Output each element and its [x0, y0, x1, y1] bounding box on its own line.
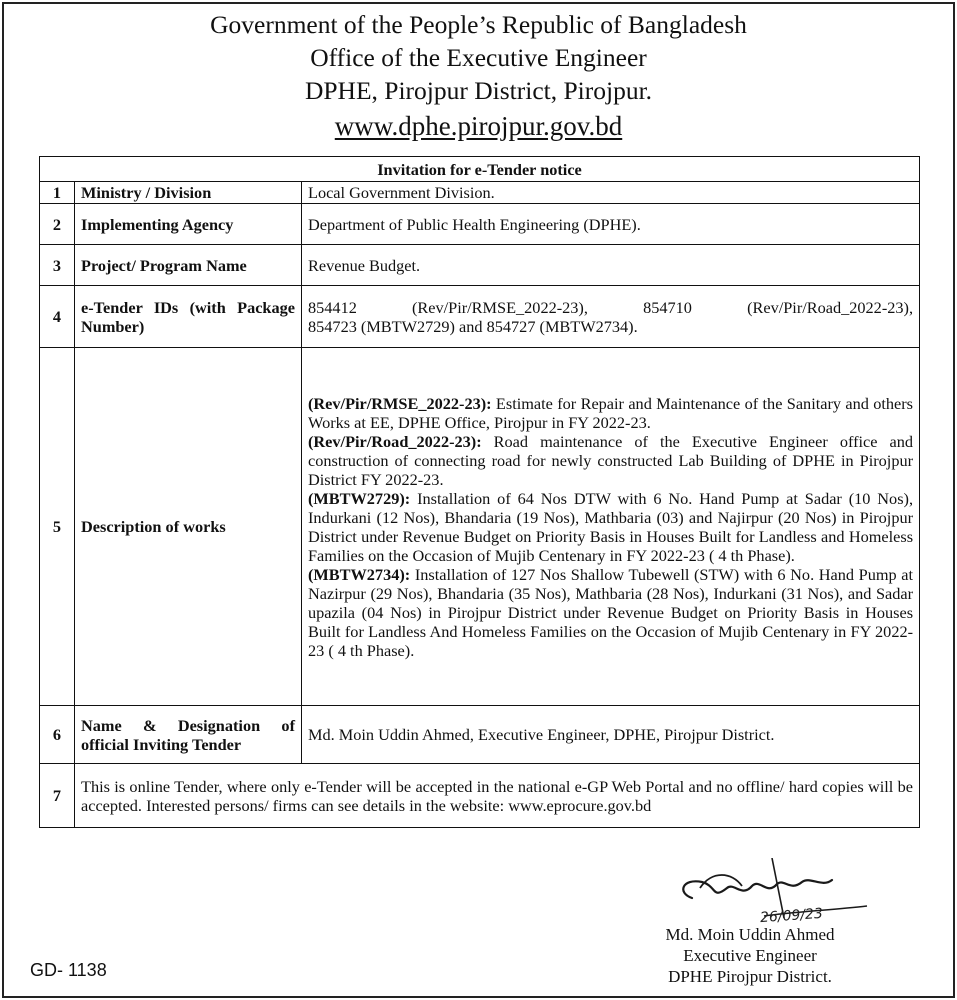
row-label: e-Tender IDs (with Package Number): [75, 286, 302, 348]
package-code: (Rev/Pir/RMSE_2022-23):: [308, 393, 492, 413]
notice-title: Invitation for e-Tender notice: [40, 157, 920, 182]
row-value: [302, 286, 920, 348]
row-number: 5: [40, 348, 75, 706]
description-of-works: [302, 348, 920, 706]
table-row: [40, 764, 920, 828]
work-description: Estimate for Repair and Maintenance of the Sanitary and others Works at EE, DPHE Office, Pirojpur in FY 2022-23.: [308, 393, 914, 432]
row-label: Project/ Program Name: [75, 245, 302, 286]
work-item: [308, 489, 913, 565]
table-row: [40, 204, 920, 245]
package-code: (Rev/Pir/Road_2022-23):: [308, 431, 482, 451]
government-name: Government of the People’s Republic of Bangladesh: [210, 10, 747, 39]
table-row: [40, 706, 920, 764]
row-label: Name & Designation of official Inviting Tender: [75, 706, 302, 764]
work-item: [308, 565, 913, 660]
row-number: 3: [40, 245, 75, 286]
tender-ids-line-1: 854412 (Rev/Pir/RMSE_2022-23), 854710 (Rev/Pir/Road_2022-23),: [308, 297, 914, 317]
tender-notice-table: [39, 156, 920, 828]
table-title-row: [40, 157, 920, 182]
office-name: Office of the Executive Engineer: [310, 43, 647, 72]
row-value: Md. Moin Uddin Ahmed, Executive Engineer, DPHE, Pirojpur District.: [302, 706, 920, 764]
work-description: Installation of 64 Nos DTW with 6 No. Hand Pump at Sadar (10 Nos), Indurkani (12 Nos), Bhandaria (19 Nos), Mathbaria (03) and Najirpur (20 Nos) in Pirojpur District under Revenue Budget on Priority Basis in Houses Built for Landless and Homeless Families on the Occasion of Mujib Centenary in FY 2022-23 ( 4 th Phase).: [308, 488, 914, 565]
signature-date: 26/09/23: [759, 905, 824, 927]
row-label: Implementing Agency: [75, 204, 302, 245]
row-number: 2: [40, 204, 75, 245]
signatory-office: DPHE Pirojpur District.: [668, 967, 832, 986]
row-label: Ministry / Division: [75, 182, 302, 204]
row-value: Department of Public Health Engineering (DPHE).: [302, 204, 920, 245]
row-label: Description of works: [75, 348, 302, 706]
signatory-name: Md. Moin Uddin Ahmed: [665, 925, 835, 944]
office-location: DPHE, Pirojpur District, Pirojpur.: [304, 76, 653, 105]
work-item: [308, 394, 913, 432]
row-value: Revenue Budget.: [302, 245, 920, 286]
work-item: [308, 432, 913, 489]
table-row: [40, 286, 920, 348]
work-description: Installation of 127 Nos Shallow Tubewell (STW) with 6 No. Hand Pump at Nazirpur (29 Nos), Bhandaria (35 Nos), Mathbaria (28 Nos), Indurkani (31 Nos), and Sadar upazila (04 Nos) in Pirojpur District under Revenue Budget on Priority Basis in Houses Built for Landless And Homeless Families on the Occasion of Mujib Centenary in FY 2022-23 ( 4 th Phase).: [308, 564, 914, 660]
tender-ids-line-2: 854723 (MBTW2729) and 854727 (MBTW2734).: [308, 316, 638, 336]
row-number: 6: [40, 706, 75, 764]
reference-code: GD- 1138: [30, 960, 107, 980]
table-row: [40, 348, 920, 706]
table-row: [40, 182, 920, 204]
letterhead: [0, 8, 957, 145]
package-code: (MBTW2729):: [308, 488, 411, 508]
website-link[interactable]: www.dphe.pirojpur.gov.bd: [334, 111, 623, 141]
work-description: Road maintenance of the Executive Engineer office and construction of connecting road for newly constructed Lab Building of DPHE in Pirojpur District FY 2022-23.: [308, 431, 914, 489]
row-number: 1: [40, 182, 75, 204]
row-number: 7: [40, 764, 75, 828]
table-row: [40, 245, 920, 286]
online-tender-note: This is online Tender, where only e-Tender will be accepted in the national e-GP Web Portal and no offline/ hard copies will be accepted. Interested persons/ firms can see details in the website: www.eprocure.gov.bd: [75, 764, 920, 828]
row-value: Local Government Division.: [302, 182, 920, 204]
package-code: (MBTW2734):: [308, 564, 411, 584]
row-number: 4: [40, 286, 75, 348]
signatory-block: [600, 924, 900, 987]
signatory-designation: Executive Engineer: [683, 946, 817, 965]
